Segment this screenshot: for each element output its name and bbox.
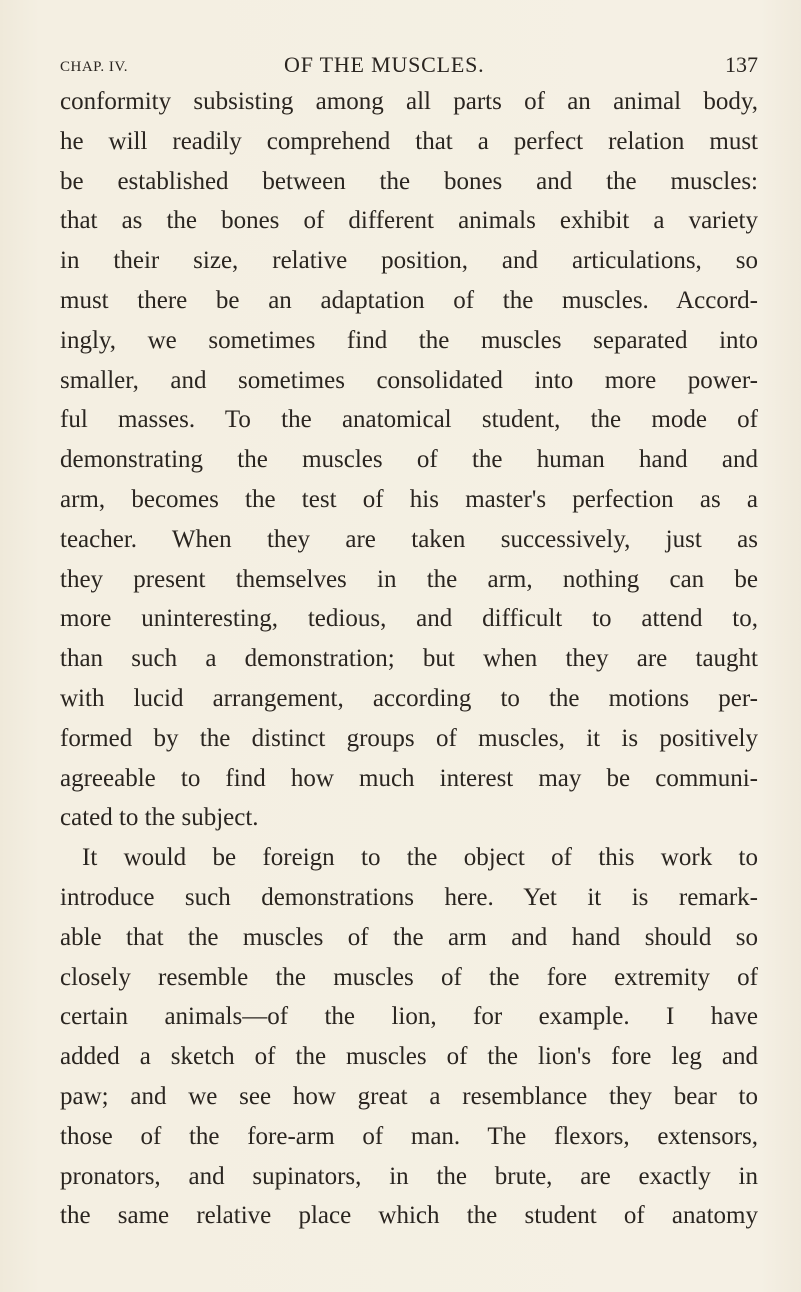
text-line: smaller, and sometimes consolidated into more power- xyxy=(60,366,758,394)
text-line: It would be foreign to the object of this work to xyxy=(82,844,758,872)
text-line: formed by the distinct groups of muscles, it is positively xyxy=(60,724,758,752)
text-line: able that the muscles of the arm and hand should so xyxy=(60,923,758,951)
text-line: added a sketch of the muscles of the lion's fore leg and xyxy=(60,1043,758,1071)
text-line: more uninteresting, tedious, and difficult to attend to, xyxy=(60,605,758,633)
text-line: with lucid arrangement, according to the motions per- xyxy=(60,684,758,712)
text-line: demonstrating the muscles of the human hand and xyxy=(60,446,758,474)
page-heading: OF THE MUSCLES. xyxy=(284,52,485,77)
text-line: introduce such demonstrations here. Yet it is remark- xyxy=(60,883,758,911)
text-line: he will readily comprehend that a perfect relation must xyxy=(60,127,758,155)
text-line: conformity subsisting among all parts of an animal body, xyxy=(60,88,758,115)
text-line: that as the bones of different animals exhibit a variety xyxy=(60,207,758,235)
text-line: paw; and we see how great a resemblance they bear to xyxy=(60,1082,758,1110)
text-line: certain animals—of the lion, for example. I have xyxy=(60,1003,758,1031)
text-line: pronators, and supinators, in the brute, are exactly in xyxy=(60,1162,758,1190)
text-line: ingly, we sometimes find the muscles separated into xyxy=(60,326,758,354)
body-text xyxy=(60,82,758,1236)
text-line: agreeable to find how much interest may be communi- xyxy=(60,764,758,792)
chapter-label: CHAP. IV. xyxy=(60,59,128,75)
text-line: arm, becomes the test of his master's perfection as a xyxy=(60,485,758,513)
text-line: they present themselves in the arm, nothing can be xyxy=(60,565,758,593)
text-line: the same relative place which the student of anatomy xyxy=(60,1202,758,1230)
page-number: 137 xyxy=(725,52,758,77)
running-head xyxy=(60,44,760,84)
text-line: ful masses. To the anatomical student, the mode of xyxy=(60,406,758,434)
text-line: cated to the subject. xyxy=(60,804,259,832)
text-line: than such a demonstration; but when they are taught xyxy=(60,645,758,673)
text-line: in their size, relative position, and articulations, so xyxy=(60,247,758,275)
text-line: teacher. When they are taken successively, just as xyxy=(60,525,758,553)
text-line: those of the fore-arm of man. The flexors, extensors, xyxy=(60,1122,758,1150)
text-line: closely resemble the muscles of the fore extremity of xyxy=(60,963,758,991)
text-line: be established between the bones and the muscles: xyxy=(60,167,758,195)
text-line: must there be an adaptation of the muscles. Accord- xyxy=(60,286,758,314)
